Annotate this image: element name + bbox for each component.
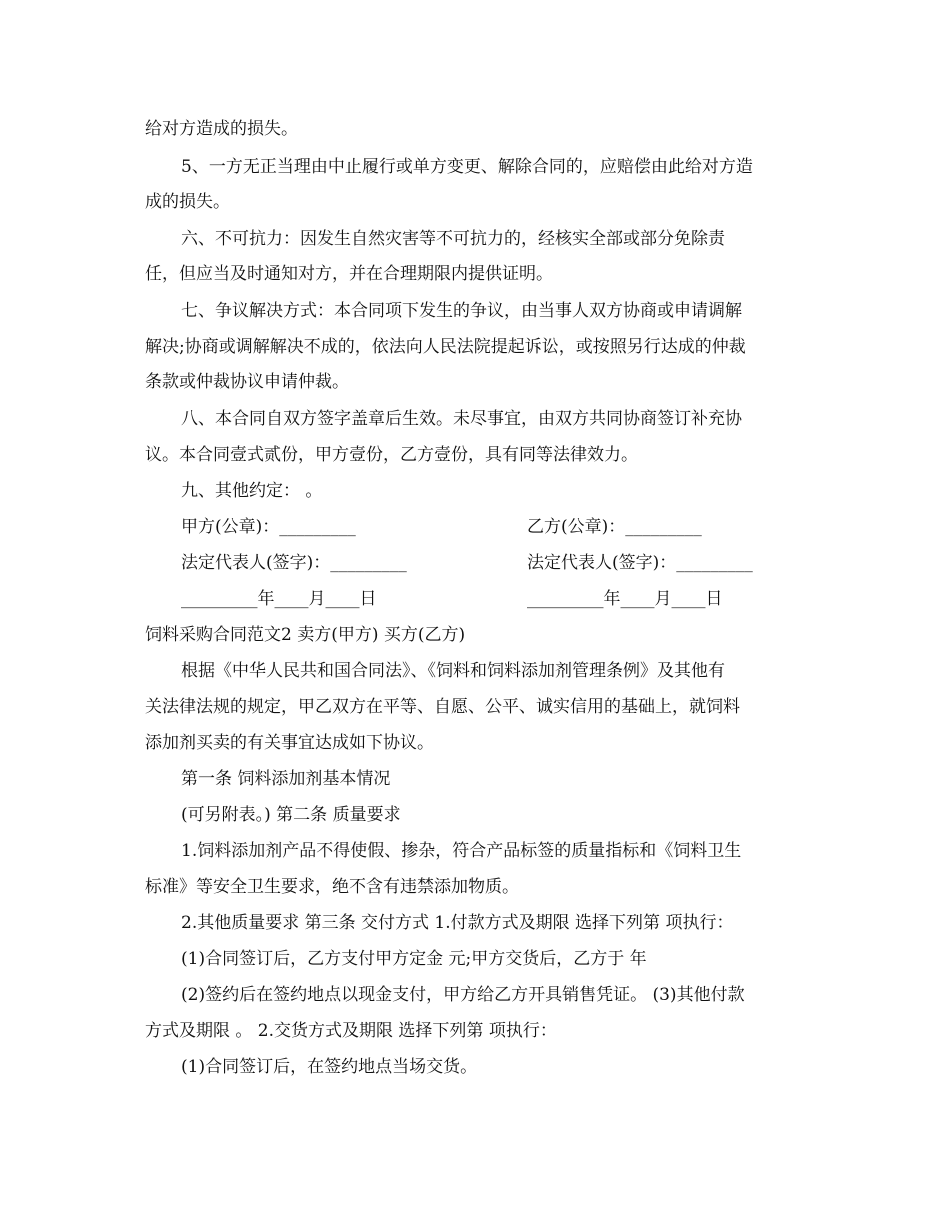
text-line: 议。本合同壹式贰份，甲方壹份，乙方壹份，具有同等法律效力。 [145,445,638,465]
text-line: 条款或仲裁协议申请仲裁。 [145,372,349,392]
party-b-seal: 乙方(公章)：_________ [527,517,702,537]
signature-row-date [0,587,950,611]
text-line: 七、争议解决方式：本合同项下发生的争议，由当事人双方协商或申请调解 [181,301,742,321]
section-heading: 饲料采购合同范文2 卖方(甲方) 买方(乙方) [145,625,466,645]
party-a-rep: 法定代表人(签字)：_________ [181,553,407,573]
text-line: 八、本合同自双方签字盖章后生效。未尽事宜，由双方共同协商签订补充协 [181,409,742,429]
text-line: 第一条 饲料添加剂基本情况 [181,769,391,789]
text-line: 5、一方无正当理由中止履行或单方变更、解除合同的，应赔偿由此给对方造 [181,157,753,177]
text-line: 解决;协商或调解解决不成的，依法向人民法院提起诉讼，或按照另行达成的仲裁 [145,337,746,357]
party-b-date: _________年____月____日 [527,589,723,609]
text-line: 方式及期限 。 2.交货方式及期限 选择下列第 项执行： [145,1021,557,1041]
text-line: 1.饲料添加剂产品不得使假、掺杂，符合产品标签的质量指标和《饲料卫生 [181,841,742,861]
signature-row-rep [0,551,950,575]
text-line: (1)合同签订后，在签约地点当场交货。 [181,1057,478,1077]
text-line: 成的损失。 [145,192,230,212]
signature-row-seal [0,515,950,539]
text-line: 2.其他质量要求 第三条 交付方式 1.付款方式及期限 选择下列第 项执行： [181,913,734,933]
text-line: (可另附表。) 第二条 质量要求 [181,805,401,825]
party-a-date: _________年____月____日 [181,589,377,609]
text-line: 标准》等安全卫生要求，绝不含有违禁添加物质。 [145,877,519,897]
party-a-seal: 甲方(公章)：_________ [181,517,356,537]
text-line: 关法律法规的规定，甲乙双方在平等、自愿、公平、诚实信用的基础上，就饲料 [145,697,740,717]
party-b-rep: 法定代表人(签字)：_________ [527,553,753,573]
text-line: 根据《中华人民共和国合同法》、《饲料和饲料添加剂管理条例》及其他有 [181,661,725,681]
text-line: 给对方造成的损失。 [145,119,298,139]
text-line: 任，但应当及时通知对方，并在合理期限内提供证明。 [145,264,553,284]
text-line: (1)合同签订后，乙方支付甲方定金 元;甲方交货后，乙方于 年 [181,949,647,969]
text-line: (2)签约后在签约地点以现金支付，甲方给乙方开具销售凭证。 (3)其他付款 [181,985,745,1005]
text-line: 添加剂买卖的有关事宜达成如下协议。 [145,733,434,753]
text-line: 九、其他约定： 。 [181,481,323,501]
text-line: 六、不可抗力：因发生自然灾害等不可抗力的，经核实全部或部分免除责 [181,229,725,249]
